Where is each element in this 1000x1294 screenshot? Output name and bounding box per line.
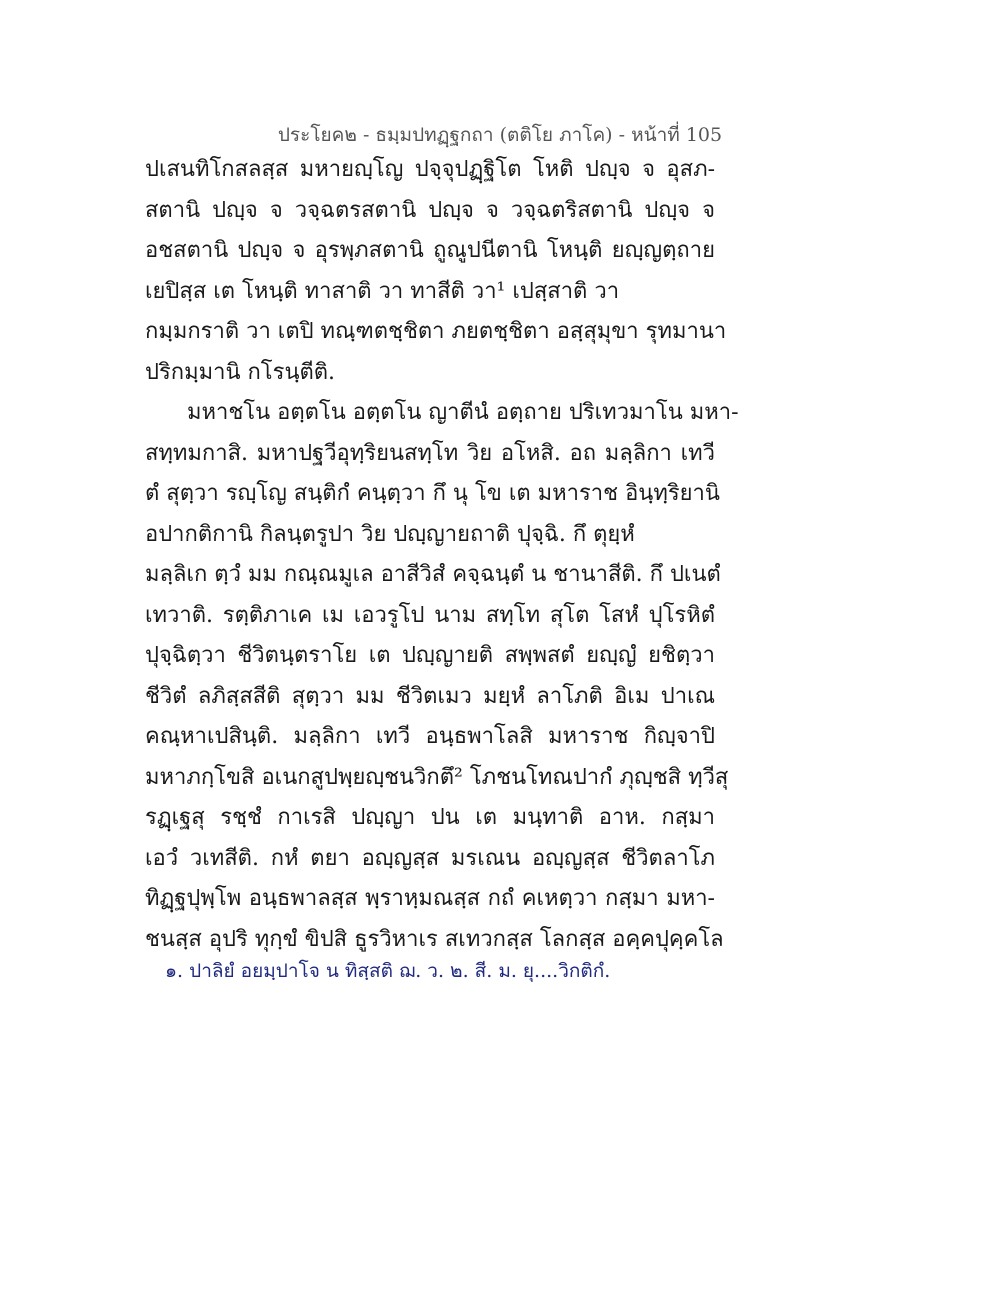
text-line: ปเสนทิโกสลสฺส มหายญฺโญ ปจฺจุปฏฺฐิโต โหติ ปญฺจ จ อุสภ- — [145, 157, 715, 182]
body-text — [145, 150, 739, 960]
text-line: ชนสฺส อุปริ ทุกฺขํ ขิปสิ ธูรวิหาเร สเทวกสฺส โลกสฺส อคฺคปุคฺคโล — [145, 926, 724, 952]
text-line: สตานิ ปญฺจ จ วจฺฉตรสตานิ ปญฺจ จ วจฺฉตริสตานิ ปญฺจ จ — [145, 197, 715, 223]
text-line: คณฺหาเปสินฺติ. มลฺลิกา เทวี อนฺธพาโลสิ มหาราช กิญฺจาปิ — [145, 724, 715, 749]
text-line: เทวาติ. รตฺติภาเค เม เอวรูโป นาม สทฺโท สุโต โสหํ ปุโรหิตํ — [145, 602, 715, 628]
running-header: ประโยค๒ - ธมฺมปทฏฺฐกถา (ตติโย ภาโค) - หน้าที่ 105 — [277, 124, 723, 146]
text-line: ปุจฺฉิตฺวา ชีวิตนฺตราโย เต ปญฺญายติ สพฺพสตํ ยญฺญํ ยชิตฺวา — [145, 643, 715, 668]
paragraph-end-line: ปริกมฺมานิ กโรนฺตีติ. — [145, 359, 336, 385]
text-line: ชีวิตํ ลภิสฺสสีติ สุตฺวา มม ชีวิตเมว มยฺหํ ลาโภติ อิเม ปาเณ — [145, 683, 715, 709]
text-line: เยปิสฺส เต โหนฺติ ทาสาติ วา ทาสีติ วา¹ เปสฺสาติ วา — [145, 278, 620, 304]
text-line: รฏฺเฐสุ รชฺชํ กาเรสิ ปญฺญา ปน เต มนฺทาติ อาห. กสฺมา — [145, 805, 715, 830]
text-line: อปากติกานิ กิลนฺตรูปา วิย ปญฺญายถาติ ปุจฺฉิ. กึ ตุยฺหํ — [145, 521, 635, 547]
text-line: กมฺมกราติ วา เตปิ ทณฺฑตชฺชิตา ภยตชฺชิตา อสฺสุมุขา รุทมานา — [145, 319, 727, 344]
text-line: สทฺทมกาสิ. มหาปฐวีอุทฺริยนสทฺโท วิย อโหสิ. อถ มลฺลิกา เทวี — [145, 440, 715, 466]
paragraph-start-line: มหาชโน อตฺตโน อตฺตโน ญาตีนํ อตฺถาย ปริเทวมาโน มหา- — [187, 400, 739, 425]
text-line: ตํ สุตฺวา รญฺโญ สนฺติกํ คนฺตฺวา กึ นุ โข เต มหาราช อินฺทฺริยานิ — [145, 481, 720, 506]
footnote: ๑. ปาลิยํ อยมฺปาโจ น ทิสฺสติ ฌ. ว. ๒. สี. ม. ยุ....วิกติกํ. — [165, 960, 611, 982]
text-line: เอวํ วเทสีติ. กหํ ตยา อญฺญสฺส มรเณน อญฺญสฺส ชีวิตลาโภ — [145, 845, 715, 871]
text-line: มหาภกฺโขสิ อเนกสูปพฺยญฺชนวิกตึ² โภชนโทณปากํ ภุญฺชสิ ทฺวีสุ — [145, 764, 729, 790]
text-line: อชสตานิ ปญฺจ จ อุรพฺภสตานิ ถูณูปนีตานิ โหนฺติ ยญฺญตฺถาย — [145, 238, 715, 263]
text-line: ทิฏฺฐปุพฺโพ อนฺธพาลสฺส พฺราหฺมณสฺส กถํ คเหตฺวา กสฺมา มหา- — [145, 886, 715, 911]
text-line: มลฺลิเก ตฺวํ มม กณฺณมูเล อาสีวิสํ คจฺฉนฺตํ น ชานาสีติ. กึ ปเนตํ — [145, 562, 721, 587]
